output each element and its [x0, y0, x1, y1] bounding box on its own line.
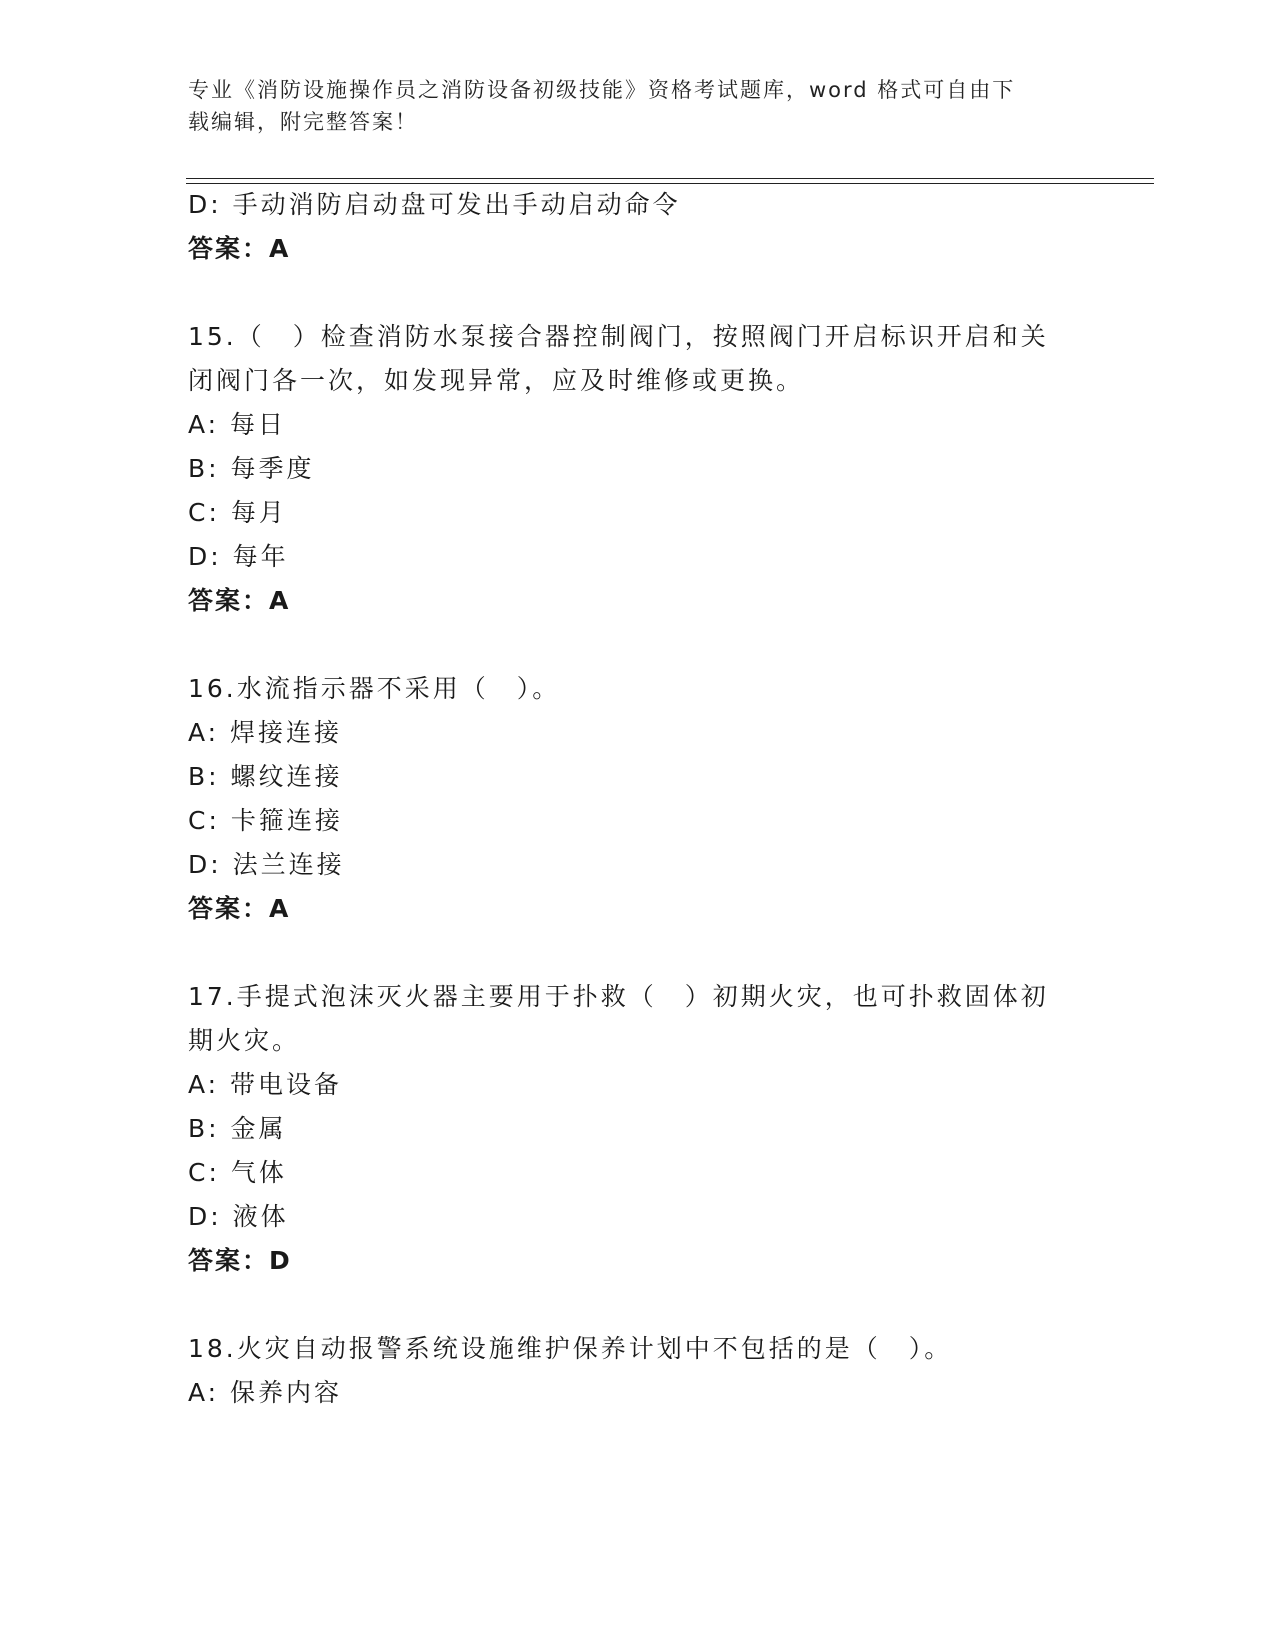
q15-stem-line-1: 15.（ ）检查消防水泵接合器控制阀门，按照阀门开启标识开启和关: [188, 322, 1049, 351]
q17-option-b: B: 金属: [188, 1114, 287, 1143]
q14-option-d: D: 手动消防启动盘可发出手动启动命令: [188, 190, 681, 219]
q14-answer: 答案：A: [188, 234, 291, 263]
document-header: [188, 74, 1068, 138]
q15-option-c: C: 每月: [188, 498, 287, 527]
q17-option-c: C: 气体: [188, 1158, 287, 1187]
q16-option-c: C: 卡箍连接: [188, 806, 343, 835]
header-rule-bottom: [186, 183, 1154, 184]
q18-stem: 18.火灾自动报警系统设施维护保养计划中不包括的是（ ）。: [188, 1334, 953, 1363]
q17-option-a: A: 带电设备: [188, 1070, 343, 1099]
q15-stem-line-2: 闭阀门各一次，如发现异常，应及时维修或更换。: [188, 366, 805, 395]
q17-stem-line-1: 17.手提式泡沫灭火器主要用于扑救（ ）初期火灾，也可扑救固体初: [188, 982, 1049, 1011]
header-rule-top: [186, 178, 1154, 179]
q16-option-a: A: 焊接连接: [188, 718, 343, 747]
q17-option-d: D: 液体: [188, 1202, 289, 1231]
q15-option-b: B: 每季度: [188, 454, 315, 483]
q16-option-b: B: 螺纹连接: [188, 762, 343, 791]
q16-option-d: D: 法兰连接: [188, 850, 345, 879]
q17-answer: 答案：D: [188, 1246, 292, 1275]
q18-option-a: A: 保养内容: [188, 1378, 343, 1407]
q15-option-a: A: 每日: [188, 410, 287, 439]
q16-stem: 16.水流指示器不采用（ ）。: [188, 674, 561, 703]
header-line-2: 载编辑，附完整答案！: [188, 110, 418, 134]
q15-answer: 答案：A: [188, 586, 291, 615]
q17-stem-line-2: 期火灾。: [188, 1026, 301, 1055]
header-line-1: 专业《消防设施操作员之消防设备初级技能》资格考试题库，word 格式可自由下: [188, 78, 1016, 102]
q15-option-d: D: 每年: [188, 542, 289, 571]
q16-answer: 答案：A: [188, 894, 291, 923]
